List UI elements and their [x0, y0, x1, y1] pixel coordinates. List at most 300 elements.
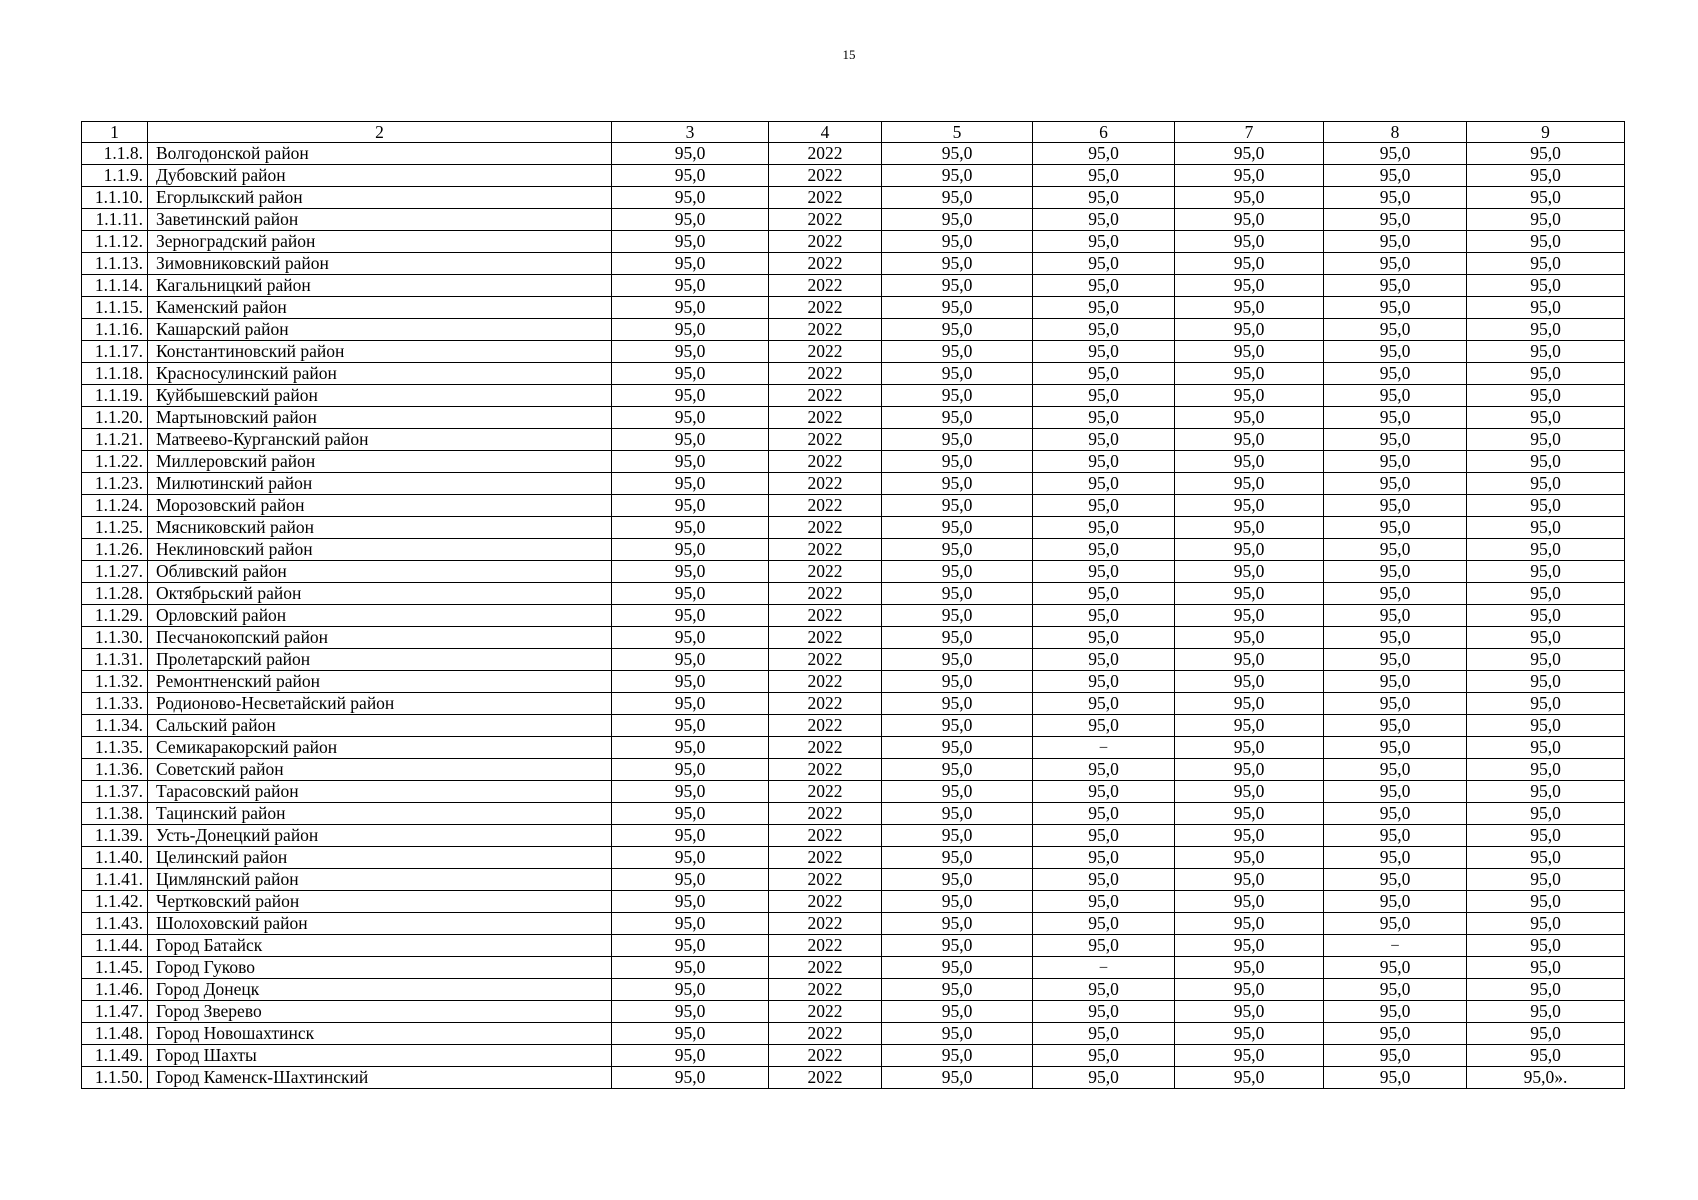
value-cell-col9: 95,0: [1467, 495, 1625, 517]
value-cell-col6: 95,0: [1033, 517, 1175, 539]
value-cell-col7: 95,0: [1175, 187, 1324, 209]
value-cell-col8: 95,0: [1324, 143, 1467, 165]
row-number-cell: 1.1.46.: [82, 979, 148, 1001]
year-cell: 2022: [769, 517, 882, 539]
value-cell-col6: 95,0: [1033, 891, 1175, 913]
value-cell-col5: 95,0: [882, 693, 1033, 715]
district-name-cell: Пролетарский район: [148, 649, 612, 671]
value-cell-col6: 95,0: [1033, 781, 1175, 803]
value-cell-col8: 95,0: [1324, 605, 1467, 627]
value-cell-col6: 95,0: [1033, 605, 1175, 627]
row-number-cell: 1.1.37.: [82, 781, 148, 803]
table-row: [82, 319, 1625, 341]
year-cell: 2022: [769, 143, 882, 165]
year-cell: 2022: [769, 407, 882, 429]
value-cell-col9: 95,0: [1467, 627, 1625, 649]
value-cell-col3: 95,0: [612, 627, 769, 649]
row-number-cell: 1.1.36.: [82, 759, 148, 781]
value-cell-col7: 95,0: [1175, 891, 1324, 913]
value-cell-col3: 95,0: [612, 891, 769, 913]
value-cell-col6: 95,0: [1033, 649, 1175, 671]
value-cell-col8: 95,0: [1324, 539, 1467, 561]
row-number-cell: 1.1.35.: [82, 737, 148, 759]
district-name-cell: Город Новошахтинск: [148, 1023, 612, 1045]
row-number-cell: 1.1.16.: [82, 319, 148, 341]
value-cell-col7: 95,0: [1175, 253, 1324, 275]
value-cell-col9: 95,0: [1467, 1045, 1625, 1067]
value-cell-col5: 95,0: [882, 979, 1033, 1001]
district-name-cell: Константиновский район: [148, 341, 612, 363]
value-cell-col9: 95,0: [1467, 275, 1625, 297]
year-cell: 2022: [769, 671, 882, 693]
value-cell-col9: 95,0: [1467, 253, 1625, 275]
value-cell-col9: 95,0: [1467, 759, 1625, 781]
value-cell-col3: 95,0: [612, 385, 769, 407]
value-cell-col6: 95,0: [1033, 803, 1175, 825]
district-name-cell: Дубовский район: [148, 165, 612, 187]
value-cell-col6: 95,0: [1033, 869, 1175, 891]
value-cell-col9: 95,0: [1467, 165, 1625, 187]
value-cell-col7: 95,0: [1175, 649, 1324, 671]
value-cell-col9: 95,0: [1467, 649, 1625, 671]
value-cell-col7: 95,0: [1175, 143, 1324, 165]
value-cell-col5: 95,0: [882, 1067, 1033, 1089]
value-cell-col8: 95,0: [1324, 847, 1467, 869]
value-cell-col3: 95,0: [612, 957, 769, 979]
table-row: [82, 957, 1625, 979]
value-cell-col8: 95,0: [1324, 275, 1467, 297]
value-cell-col5: 95,0: [882, 737, 1033, 759]
value-cell-col3: 95,0: [612, 165, 769, 187]
value-cell-col9: 95,0: [1467, 561, 1625, 583]
value-cell-col8: 95,0: [1324, 341, 1467, 363]
row-number-cell: 1.1.31.: [82, 649, 148, 671]
value-cell-col6: 95,0: [1033, 275, 1175, 297]
district-name-cell: Город Зверево: [148, 1001, 612, 1023]
table-row: [82, 891, 1625, 913]
value-cell-col8: 95,0: [1324, 319, 1467, 341]
value-cell-col9: 95,0: [1467, 143, 1625, 165]
value-cell-col5: 95,0: [882, 539, 1033, 561]
value-cell-col3: 95,0: [612, 539, 769, 561]
value-cell-col3: 95,0: [612, 495, 769, 517]
header-cell: 3: [612, 122, 769, 143]
value-cell-col3: 95,0: [612, 209, 769, 231]
value-cell-col9: 95,0: [1467, 1023, 1625, 1045]
table-row: [82, 1001, 1625, 1023]
table-row: [82, 803, 1625, 825]
value-cell-col6: 95,0: [1033, 165, 1175, 187]
value-cell-col5: 95,0: [882, 253, 1033, 275]
value-cell-col3: 95,0: [612, 605, 769, 627]
value-cell-col8: 95,0: [1324, 737, 1467, 759]
row-number-cell: 1.1.23.: [82, 473, 148, 495]
value-cell-col8: –: [1324, 935, 1467, 957]
table-header-row: [82, 122, 1625, 143]
table-row: [82, 495, 1625, 517]
value-cell-col9: 95,0: [1467, 715, 1625, 737]
value-cell-col8: 95,0: [1324, 407, 1467, 429]
value-cell-col6: 95,0: [1033, 561, 1175, 583]
year-cell: 2022: [769, 1067, 882, 1089]
table-row: [82, 297, 1625, 319]
year-cell: 2022: [769, 737, 882, 759]
value-cell-col6: 95,0: [1033, 847, 1175, 869]
value-cell-col7: 95,0: [1175, 297, 1324, 319]
value-cell-col5: 95,0: [882, 1023, 1033, 1045]
value-cell-col6: 95,0: [1033, 715, 1175, 737]
value-cell-col7: 95,0: [1175, 1045, 1324, 1067]
value-cell-col3: 95,0: [612, 913, 769, 935]
row-number-cell: 1.1.25.: [82, 517, 148, 539]
value-cell-col8: 95,0: [1324, 451, 1467, 473]
value-cell-col3: 95,0: [612, 561, 769, 583]
value-cell-col8: 95,0: [1324, 869, 1467, 891]
year-cell: 2022: [769, 935, 882, 957]
district-name-cell: Усть-Донецкий район: [148, 825, 612, 847]
value-cell-col7: 95,0: [1175, 759, 1324, 781]
row-number-cell: 1.1.8.: [82, 143, 148, 165]
row-number-cell: 1.1.29.: [82, 605, 148, 627]
value-cell-col5: 95,0: [882, 495, 1033, 517]
row-number-cell: 1.1.41.: [82, 869, 148, 891]
row-number-cell: 1.1.48.: [82, 1023, 148, 1045]
value-cell-col9: 95,0: [1467, 341, 1625, 363]
value-cell-col9: 95,0: [1467, 979, 1625, 1001]
row-number-cell: 1.1.11.: [82, 209, 148, 231]
value-cell-col8: 95,0: [1324, 627, 1467, 649]
value-cell-col3: 95,0: [612, 253, 769, 275]
value-cell-col3: 95,0: [612, 979, 769, 1001]
value-cell-col7: 95,0: [1175, 913, 1324, 935]
value-cell-col9: 95,0».: [1467, 1067, 1625, 1089]
table-row: [82, 759, 1625, 781]
value-cell-col8: 95,0: [1324, 913, 1467, 935]
year-cell: 2022: [769, 693, 882, 715]
value-cell-col8: 95,0: [1324, 473, 1467, 495]
value-cell-col7: 95,0: [1175, 627, 1324, 649]
value-cell-col3: 95,0: [612, 1001, 769, 1023]
value-cell-col8: 95,0: [1324, 253, 1467, 275]
header-cell: 8: [1324, 122, 1467, 143]
row-number-cell: 1.1.28.: [82, 583, 148, 605]
value-cell-col3: 95,0: [612, 275, 769, 297]
header-cell: 4: [769, 122, 882, 143]
value-cell-col3: 95,0: [612, 737, 769, 759]
district-name-cell: Миллеровский район: [148, 451, 612, 473]
value-cell-col7: 95,0: [1175, 561, 1324, 583]
value-cell-col3: 95,0: [612, 693, 769, 715]
district-name-cell: Советский район: [148, 759, 612, 781]
value-cell-col8: 95,0: [1324, 671, 1467, 693]
value-cell-col6: 95,0: [1033, 429, 1175, 451]
district-name-cell: Город Донецк: [148, 979, 612, 1001]
year-cell: 2022: [769, 429, 882, 451]
value-cell-col9: 95,0: [1467, 517, 1625, 539]
table-row: [82, 781, 1625, 803]
table-row: [82, 737, 1625, 759]
header-cell: 7: [1175, 122, 1324, 143]
table-row: [82, 407, 1625, 429]
value-cell-col5: 95,0: [882, 429, 1033, 451]
row-number-cell: 1.1.15.: [82, 297, 148, 319]
district-name-cell: Кашарский район: [148, 319, 612, 341]
district-name-cell: Ремонтненский район: [148, 671, 612, 693]
value-cell-col9: 95,0: [1467, 1001, 1625, 1023]
table-row: [82, 473, 1625, 495]
value-cell-col8: 95,0: [1324, 495, 1467, 517]
value-cell-col5: 95,0: [882, 209, 1033, 231]
district-name-cell: Милютинский район: [148, 473, 612, 495]
value-cell-col5: 95,0: [882, 143, 1033, 165]
value-cell-col6: 95,0: [1033, 297, 1175, 319]
value-cell-col6: 95,0: [1033, 143, 1175, 165]
district-name-cell: Куйбышевский район: [148, 385, 612, 407]
row-number-cell: 1.1.12.: [82, 231, 148, 253]
value-cell-col8: 95,0: [1324, 385, 1467, 407]
value-cell-col8: 95,0: [1324, 825, 1467, 847]
value-cell-col6: 95,0: [1033, 583, 1175, 605]
row-number-cell: 1.1.9.: [82, 165, 148, 187]
value-cell-col3: 95,0: [612, 847, 769, 869]
table-row: [82, 913, 1625, 935]
table-row: [82, 935, 1625, 957]
value-cell-col7: 95,0: [1175, 957, 1324, 979]
year-cell: 2022: [769, 891, 882, 913]
value-cell-col9: 95,0: [1467, 671, 1625, 693]
value-cell-col7: 95,0: [1175, 451, 1324, 473]
value-cell-col8: 95,0: [1324, 693, 1467, 715]
row-number-cell: 1.1.19.: [82, 385, 148, 407]
table-row: [82, 451, 1625, 473]
district-name-cell: Мясниковский район: [148, 517, 612, 539]
district-name-cell: Целинский район: [148, 847, 612, 869]
value-cell-col5: 95,0: [882, 561, 1033, 583]
value-cell-col7: 95,0: [1175, 429, 1324, 451]
value-cell-col3: 95,0: [612, 1045, 769, 1067]
value-cell-col6: 95,0: [1033, 671, 1175, 693]
value-cell-col5: 95,0: [882, 1001, 1033, 1023]
value-cell-col7: 95,0: [1175, 385, 1324, 407]
value-cell-col9: 95,0: [1467, 319, 1625, 341]
value-cell-col3: 95,0: [612, 781, 769, 803]
value-cell-col3: 95,0: [612, 825, 769, 847]
district-name-cell: Сальский район: [148, 715, 612, 737]
value-cell-col8: 95,0: [1324, 429, 1467, 451]
value-cell-col5: 95,0: [882, 825, 1033, 847]
value-cell-col6: 95,0: [1033, 495, 1175, 517]
value-cell-col5: 95,0: [882, 913, 1033, 935]
value-cell-col3: 95,0: [612, 473, 769, 495]
value-cell-col9: 95,0: [1467, 385, 1625, 407]
year-cell: 2022: [769, 957, 882, 979]
value-cell-col5: 95,0: [882, 935, 1033, 957]
data-table: [81, 121, 1625, 1089]
value-cell-col3: 95,0: [612, 935, 769, 957]
year-cell: 2022: [769, 363, 882, 385]
district-name-cell: Обливский район: [148, 561, 612, 583]
row-number-cell: 1.1.44.: [82, 935, 148, 957]
year-cell: 2022: [769, 825, 882, 847]
table-row: [82, 1067, 1625, 1089]
value-cell-col6: 95,0: [1033, 935, 1175, 957]
year-cell: 2022: [769, 781, 882, 803]
table-row: [82, 649, 1625, 671]
year-cell: 2022: [769, 583, 882, 605]
row-number-cell: 1.1.34.: [82, 715, 148, 737]
value-cell-col6: 95,0: [1033, 385, 1175, 407]
value-cell-col9: 95,0: [1467, 209, 1625, 231]
value-cell-col9: 95,0: [1467, 869, 1625, 891]
value-cell-col5: 95,0: [882, 957, 1033, 979]
value-cell-col6: 95,0: [1033, 407, 1175, 429]
district-name-cell: Октябрьский район: [148, 583, 612, 605]
value-cell-col8: 95,0: [1324, 891, 1467, 913]
value-cell-col8: 95,0: [1324, 957, 1467, 979]
value-cell-col6: 95,0: [1033, 341, 1175, 363]
year-cell: 2022: [769, 385, 882, 407]
year-cell: 2022: [769, 1045, 882, 1067]
district-name-cell: Родионово-Несветайский район: [148, 693, 612, 715]
value-cell-col7: 95,0: [1175, 847, 1324, 869]
value-cell-col7: 95,0: [1175, 517, 1324, 539]
value-cell-col6: 95,0: [1033, 1067, 1175, 1089]
value-cell-col7: 95,0: [1175, 583, 1324, 605]
year-cell: 2022: [769, 803, 882, 825]
value-cell-col3: 95,0: [612, 803, 769, 825]
row-number-cell: 1.1.33.: [82, 693, 148, 715]
value-cell-col6: 95,0: [1033, 1023, 1175, 1045]
value-cell-col3: 95,0: [612, 429, 769, 451]
district-name-cell: Красносулинский район: [148, 363, 612, 385]
district-name-cell: Цимлянский район: [148, 869, 612, 891]
value-cell-col8: 95,0: [1324, 231, 1467, 253]
year-cell: 2022: [769, 297, 882, 319]
year-cell: 2022: [769, 495, 882, 517]
row-number-cell: 1.1.13.: [82, 253, 148, 275]
table-row: [82, 1023, 1625, 1045]
table-row: [82, 539, 1625, 561]
value-cell-col9: 95,0: [1467, 473, 1625, 495]
table-row: [82, 143, 1625, 165]
value-cell-col5: 95,0: [882, 847, 1033, 869]
value-cell-col3: 95,0: [612, 363, 769, 385]
row-number-cell: 1.1.43.: [82, 913, 148, 935]
row-number-cell: 1.1.20.: [82, 407, 148, 429]
table-row: [82, 627, 1625, 649]
value-cell-col3: 95,0: [612, 1067, 769, 1089]
value-cell-col8: 95,0: [1324, 297, 1467, 319]
district-name-cell: Егорлыкский район: [148, 187, 612, 209]
value-cell-col6: 95,0: [1033, 759, 1175, 781]
district-name-cell: Зерноградский район: [148, 231, 612, 253]
value-cell-col6: 95,0: [1033, 1045, 1175, 1067]
value-cell-col5: 95,0: [882, 165, 1033, 187]
value-cell-col9: 95,0: [1467, 451, 1625, 473]
value-cell-col3: 95,0: [612, 451, 769, 473]
value-cell-col7: 95,0: [1175, 1067, 1324, 1089]
value-cell-col6: 95,0: [1033, 253, 1175, 275]
district-name-cell: Орловский район: [148, 605, 612, 627]
district-name-cell: Тарасовский район: [148, 781, 612, 803]
value-cell-col3: 95,0: [612, 231, 769, 253]
value-cell-col3: 95,0: [612, 649, 769, 671]
value-cell-col6: 95,0: [1033, 1001, 1175, 1023]
value-cell-col8: 95,0: [1324, 759, 1467, 781]
value-cell-col9: 95,0: [1467, 363, 1625, 385]
row-number-cell: 1.1.30.: [82, 627, 148, 649]
value-cell-col5: 95,0: [882, 275, 1033, 297]
value-cell-col5: 95,0: [882, 517, 1033, 539]
table-row: [82, 715, 1625, 737]
district-name-cell: Город Батайск: [148, 935, 612, 957]
value-cell-col6: 95,0: [1033, 363, 1175, 385]
district-name-cell: Шолоховский район: [148, 913, 612, 935]
value-cell-col3: 95,0: [612, 517, 769, 539]
value-cell-col5: 95,0: [882, 363, 1033, 385]
value-cell-col3: 95,0: [612, 671, 769, 693]
district-name-cell: Волгодонской район: [148, 143, 612, 165]
value-cell-col7: 95,0: [1175, 209, 1324, 231]
year-cell: 2022: [769, 847, 882, 869]
header-cell: 9: [1467, 122, 1625, 143]
table-row: [82, 847, 1625, 869]
value-cell-col7: 95,0: [1175, 495, 1324, 517]
value-cell-col9: 95,0: [1467, 605, 1625, 627]
value-cell-col5: 95,0: [882, 649, 1033, 671]
district-name-cell: Каменский район: [148, 297, 612, 319]
value-cell-col8: 95,0: [1324, 979, 1467, 1001]
value-cell-col7: 95,0: [1175, 1001, 1324, 1023]
row-number-cell: 1.1.24.: [82, 495, 148, 517]
table-row: [82, 693, 1625, 715]
district-name-cell: Город Шахты: [148, 1045, 612, 1067]
value-cell-col5: 95,0: [882, 187, 1033, 209]
district-name-cell: Кагальницкий район: [148, 275, 612, 297]
row-number-cell: 1.1.10.: [82, 187, 148, 209]
district-name-cell: Семикаракорский район: [148, 737, 612, 759]
table-row: [82, 363, 1625, 385]
value-cell-col8: 95,0: [1324, 1001, 1467, 1023]
district-name-cell: Город Гуково: [148, 957, 612, 979]
value-cell-col7: 95,0: [1175, 715, 1324, 737]
value-cell-col3: 95,0: [612, 407, 769, 429]
value-cell-col6: 95,0: [1033, 693, 1175, 715]
row-number-cell: 1.1.21.: [82, 429, 148, 451]
value-cell-col7: 95,0: [1175, 165, 1324, 187]
row-number-cell: 1.1.22.: [82, 451, 148, 473]
value-cell-col9: 95,0: [1467, 231, 1625, 253]
value-cell-col6: 95,0: [1033, 473, 1175, 495]
value-cell-col9: 95,0: [1467, 891, 1625, 913]
value-cell-col5: 95,0: [882, 869, 1033, 891]
district-name-cell: Тацинский район: [148, 803, 612, 825]
value-cell-col3: 95,0: [612, 143, 769, 165]
value-cell-col7: 95,0: [1175, 1023, 1324, 1045]
value-cell-col5: 95,0: [882, 583, 1033, 605]
row-number-cell: 1.1.32.: [82, 671, 148, 693]
value-cell-col7: 95,0: [1175, 671, 1324, 693]
value-cell-col8: 95,0: [1324, 165, 1467, 187]
row-number-cell: 1.1.26.: [82, 539, 148, 561]
value-cell-col5: 95,0: [882, 319, 1033, 341]
value-cell-col7: 95,0: [1175, 803, 1324, 825]
value-cell-col9: 95,0: [1467, 583, 1625, 605]
year-cell: 2022: [769, 451, 882, 473]
page-number: 15: [842, 47, 856, 62]
value-cell-col7: 95,0: [1175, 363, 1324, 385]
value-cell-col8: 95,0: [1324, 649, 1467, 671]
